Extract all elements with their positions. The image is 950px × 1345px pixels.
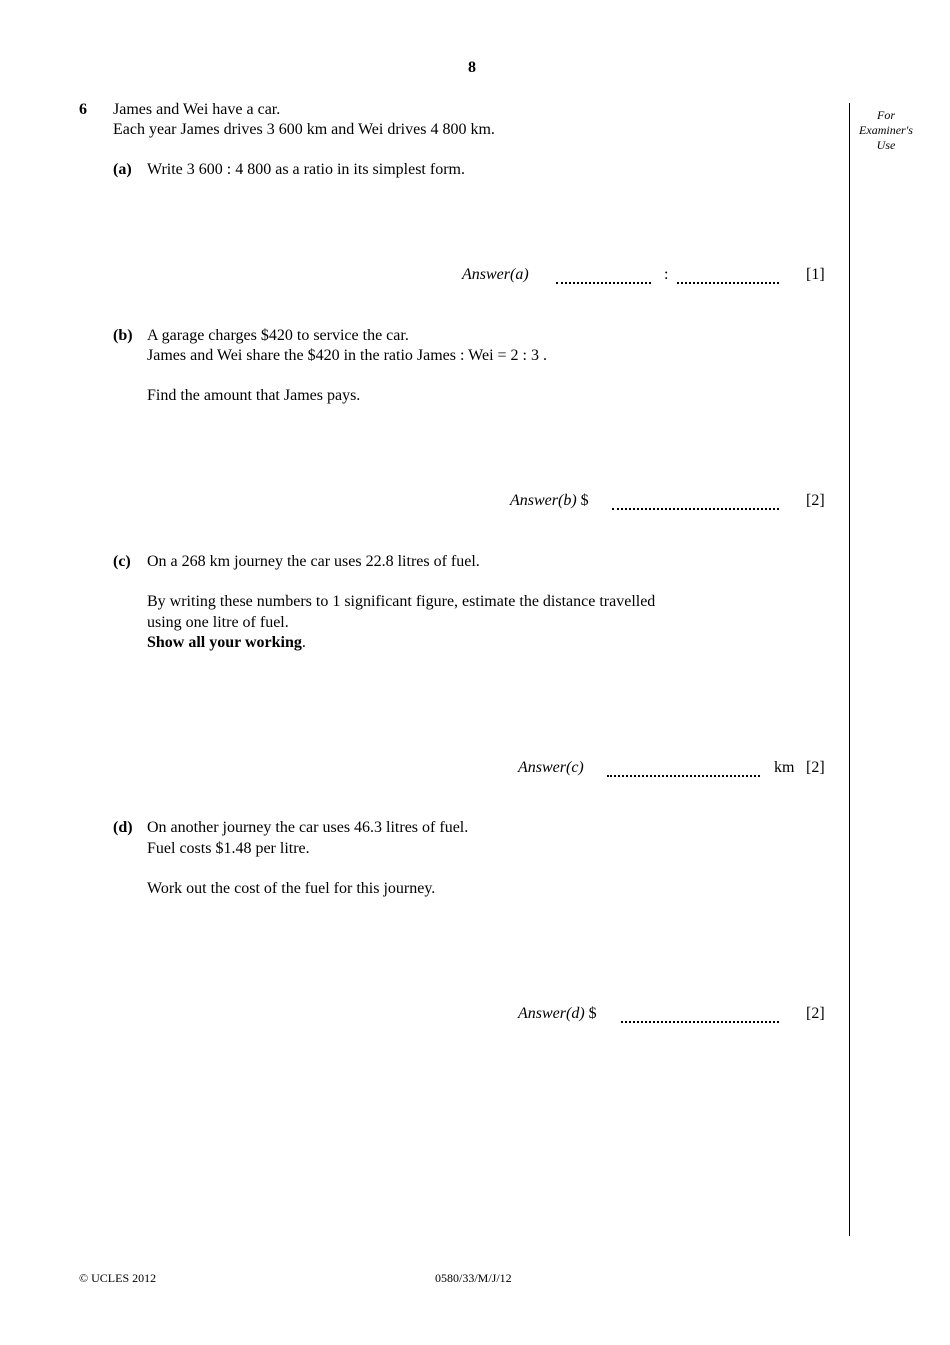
examiner-margin-line	[849, 103, 850, 1236]
page-number: 8	[468, 59, 476, 76]
question-intro-line: James and Wei have a car.	[113, 101, 281, 118]
answer-a-blank-right[interactable]	[677, 282, 779, 284]
part-c-line: using one litre of fuel.	[147, 614, 289, 631]
part-d-line: On another journey the car uses 46.3 litres of fuel.	[147, 819, 469, 836]
part-c-line: On a 268 km journey the car uses 22.8 litres of fuel.	[147, 553, 480, 570]
part-b-label: (b)	[113, 327, 133, 344]
answer-d-blank[interactable]	[621, 1021, 779, 1023]
footer-paper-code: 0580/33/M/J/12	[435, 1271, 512, 1285]
answer-b-label: Answer(b)	[510, 492, 577, 509]
examiner-use-note	[850, 108, 922, 153]
unit-km: km	[774, 759, 795, 776]
answer-a-blank-left[interactable]	[556, 282, 651, 284]
answer-d-label: Answer(d)	[518, 1005, 585, 1022]
examiner-note-line: For	[877, 108, 895, 122]
marks-b: [2]	[806, 492, 825, 509]
part-d-line: Fuel costs $1.48 per litre.	[147, 840, 310, 857]
period: .	[301, 634, 306, 651]
part-d-instruction: Work out the cost of the fuel for this journey.	[147, 880, 436, 897]
show-working-instruction	[147, 633, 306, 653]
answer-b-blank[interactable]	[612, 508, 779, 510]
answer-b-prefix	[510, 491, 589, 511]
answer-c-label: Answer(c)	[518, 759, 584, 776]
answer-a-label: Answer(a)	[462, 266, 529, 283]
examiner-note-line: Use	[876, 138, 896, 152]
show-working-text: Show all your working	[147, 634, 302, 651]
answer-d-prefix	[518, 1004, 597, 1024]
part-c-line: By writing these numbers to 1 significant figure, estimate the distance travelled	[147, 593, 656, 610]
currency-symbol: $	[588, 1005, 597, 1022]
part-b-line: James and Wei share the $420 in the ratio James : Wei = 2 : 3 .	[147, 347, 547, 364]
marks-c: [2]	[806, 759, 825, 776]
part-b-instruction: Find the amount that James pays.	[147, 387, 361, 404]
question-intro-line: Each year James drives 3 600 km and Wei drives 4 800 km.	[113, 121, 495, 138]
ratio-separator: :	[664, 266, 669, 283]
currency-symbol: $	[580, 492, 589, 509]
question-number: 6	[79, 101, 87, 118]
answer-c-blank[interactable]	[607, 775, 760, 777]
marks-d: [2]	[806, 1005, 825, 1022]
footer-copyright: © UCLES 2012	[79, 1271, 157, 1285]
examiner-note-line: Examiner's	[859, 123, 913, 137]
part-b-line: A garage charges $420 to service the car.	[147, 327, 409, 344]
part-a-label: (a)	[113, 161, 132, 178]
part-d-label: (d)	[113, 819, 133, 836]
marks-a: [1]	[806, 266, 825, 283]
part-c-label: (c)	[113, 553, 131, 570]
part-a-text: Write 3 600 : 4 800 as a ratio in its simplest form.	[147, 161, 465, 178]
